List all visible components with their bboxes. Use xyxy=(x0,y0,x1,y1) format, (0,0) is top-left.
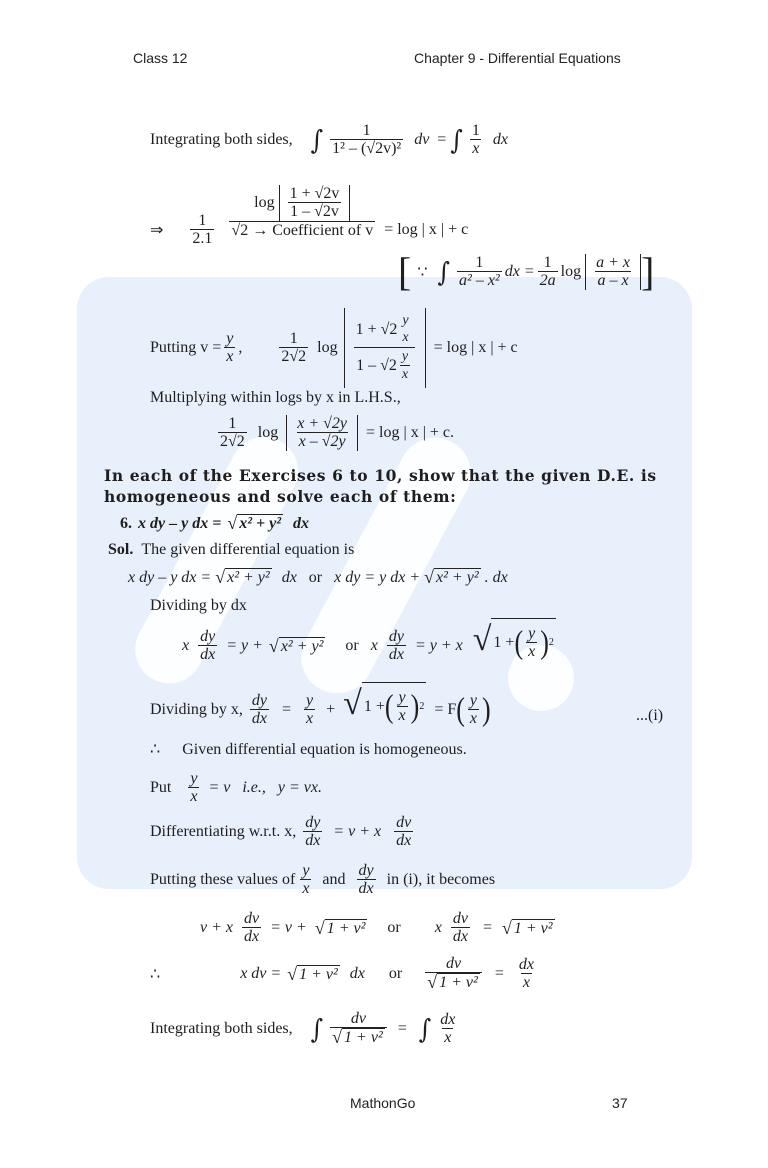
equation-given: x dy – y dx = √ x² + y² dx or x dy = y dx + √ x² + y² . dx xyxy=(128,567,508,587)
solution-label: Sol. xyxy=(108,541,134,558)
text-multiplying: Multiplying within logs by x in L.H.S., xyxy=(150,389,401,406)
equation-substituted: v + x $\frac{dv}{dx}$ = v + √ 1 + v² or x $\frac{dv}{dx}$ = √ 1 + v² xyxy=(200,910,553,945)
therefore-symbol: ∴ xyxy=(150,966,161,983)
equation-differentiating: Differentiating w.r.t. x, $\frac{dy}{dx}$ = v + x $\frac{dv}{dx}$ xyxy=(150,814,412,849)
therefore-symbol: ∴ xyxy=(150,741,161,758)
text-dividing-dx: Dividing by dx xyxy=(150,597,247,614)
exercise-heading-line-2: homogeneous and solve each of them: xyxy=(104,487,457,506)
text-homogeneous: ∴ Given differential equation is homogeneous. xyxy=(150,741,467,758)
equation-dividing-x: Dividing by x, $\frac{dy}{dx}$ = $\frac{y}{x}$ + √ 1 + ( $\frac{y}{x}$ ) 2 = F ( $\frac{y}{x}$ ) xyxy=(150,692,491,728)
question-number: 6. xyxy=(120,514,132,532)
equation-separated: ∴ x dv = √ 1 + v² dx or dv √ 1 + v² = $\frac{dx}{x}$ xyxy=(150,955,534,992)
fraction: $\frac{1}{x}$ xyxy=(471,122,480,157)
absolute-value: 1 + √2 y x 1 – √2 $\frac{y}{x}$ xyxy=(344,308,426,388)
fraction: $\frac{1}{2.1}$ xyxy=(192,212,213,247)
equation-putting-v: Putting v = $\frac{y}{x}$ , $\frac{1}{2√2}$ log 1 + √2 y x 1 – √2 $\frac{y}{x}$ = log | x | + c xyxy=(150,308,518,388)
equation-implies: ⇒ $\frac{1}{2.1}$ log $\frac{1 + √2v}{1 - √2v}$ √2 → Coefficient of v = log | x | + c xyxy=(150,184,469,247)
equation-integral-1: Integrating both sides, ∫ $\frac{1}{\text{1² – (√2v)²}}$ dv = ∫ $\frac{1}{x}$ dx xyxy=(150,122,508,157)
header-chapter: Chapter 9 - Differential Equations xyxy=(414,50,621,66)
exercise-heading-line-1: In each of the Exercises 6 to 10, show that the given D.E. is xyxy=(104,466,657,485)
header-class: Class 12 xyxy=(133,50,188,66)
equation-result-1: $\frac{1}{2√2}$ log $\frac{x + √2y}{x - √2y}$ = log | x | + c. xyxy=(220,415,455,450)
equation-put-v: Put $\frac{y}{x}$ = v i.e., y = vx. xyxy=(150,770,322,805)
implies-symbol: ⇒ xyxy=(150,222,164,239)
bracket-close: ] xyxy=(641,249,655,294)
text-putting-values: Putting these values of $\frac{y}{x}$ and $\frac{dy}{dx}$ in (i), it becomes xyxy=(150,862,496,897)
integral-sign: ∫ xyxy=(437,256,451,288)
absolute-value: $\frac{a + x}{a - x}$ xyxy=(585,254,641,290)
integral-sign: ∫ xyxy=(450,124,463,156)
hint-formula: [ ∵ ∫ $\frac{1}{\text{a² – x²}}$ dx = $\frac{1}{2a}$ log $\frac{a + x}{a - x}$ ] xyxy=(398,249,655,294)
fraction: $\frac{1}{\text{1² – (√2v)²}}$ xyxy=(332,122,402,157)
equation-reference: ...(i) xyxy=(636,707,664,724)
fraction: log $\frac{1 + √2v}{1 - √2v}$ √2 → Coefficient of v xyxy=(231,184,374,239)
page-number: 37 xyxy=(612,1095,628,1111)
equation-integral-2: Integrating both sides, ∫ dv √ 1 + v² = ∫ $\frac{dx}{x}$ xyxy=(150,1010,456,1047)
absolute-value: $\frac{x + √2y}{x - √2y}$ xyxy=(286,415,358,451)
solution-intro: Sol. The given differential equation is xyxy=(108,541,355,558)
integral-sign: ∫ xyxy=(310,1013,324,1045)
question-6: 6. x dy – y dx = √ x² + y² dx xyxy=(120,513,310,533)
absolute-value: $\frac{1 + √2v}{1 - √2v}$ xyxy=(279,185,351,221)
equation-dividing-dx: x $\frac{dy}{dx}$ = y + √ x² + y² or x $\frac{dy}{dx}$ = y + x √ 1 + ( $\frac{y}{x}$ ) 2 xyxy=(182,628,556,664)
bracket-open: [ xyxy=(398,249,412,294)
label-integrating: Integrating both sides, xyxy=(150,131,293,148)
integral-sign: ∫ xyxy=(418,1013,432,1045)
integral-sign: ∫ xyxy=(310,124,324,156)
footer-brand: MathonGo xyxy=(350,1095,416,1111)
